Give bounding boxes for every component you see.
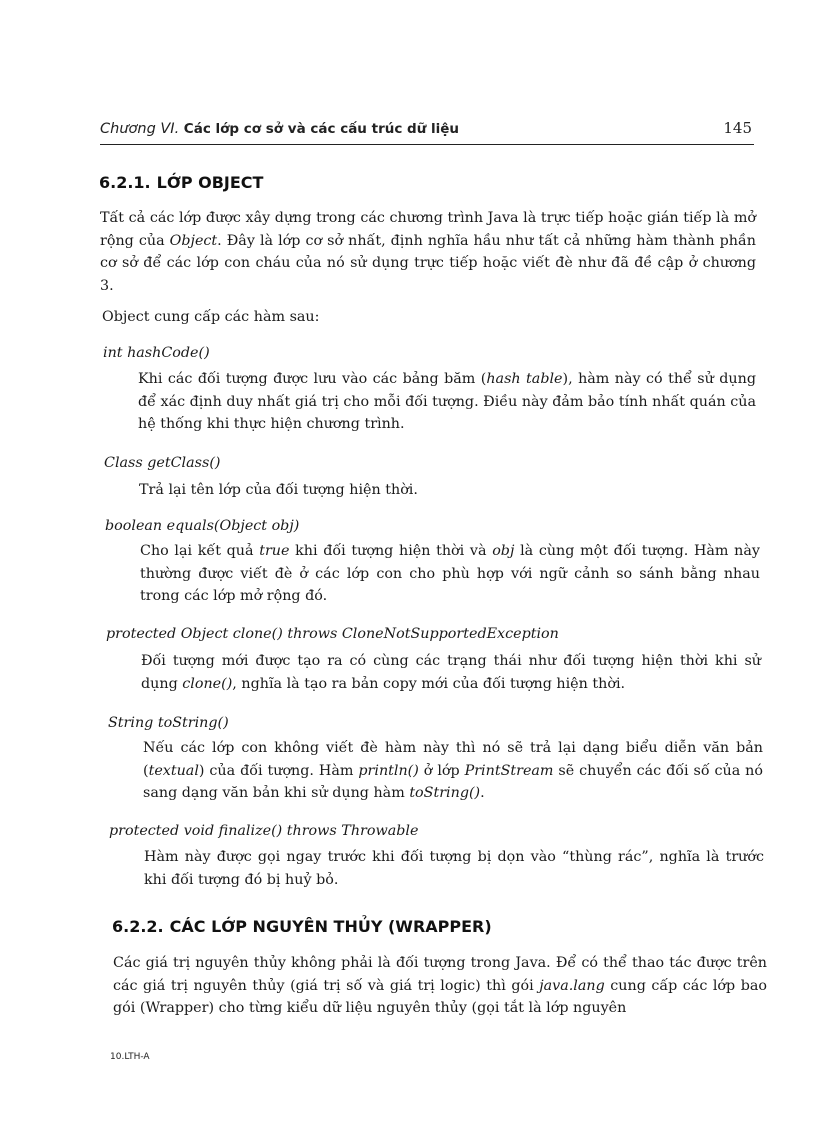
- method-signature-getclass: Class getClass(): [104, 455, 221, 471]
- term-object: Object: [169, 232, 218, 249]
- intro-paragraph: Tất cả các lớp được xây dựng trong các chương trình Java là trực tiếp hoặc gián tiếp là mở rộng của Object. Đây là lớp cơ sở nhất, định nghĩa hầu như tất cả những hàm thành phần cơ sở để các lớp con cháu của nó sử dụng trực tiếp hoặc viết đè như đã đề cập ở chương 3.: [100, 210, 756, 294]
- footer-code: 10.LTH-A: [110, 1052, 150, 1062]
- method-desc-clone: Đối tượng mới được tạo ra có cùng các trạng thái như đối tượng hiện thời khi sử dụng clone(), nghĩa là tạo ra bản copy mới của đối tượng hiện thời.: [141, 653, 761, 692]
- wrapper-paragraph: Các giá trị nguyên thủy không phải là đối tượng trong Java. Để có thể thao tác được trên các giá trị nguyên thủy (giá trị số và giá trị logic) thì gói java.lang cung cấp các lớp bao gói (Wrapper) cho từng kiểu dữ liệu nguyên thủy (gọi tắt là lớp nguyên: [113, 955, 767, 1016]
- method-signature-hashcode: int hashCode(): [103, 345, 210, 361]
- section-heading-object: [99, 173, 263, 192]
- page-number: 145: [723, 119, 752, 137]
- chapter-heading: [100, 121, 459, 137]
- method-signature-finalize: protected void finalize() throws Throwable: [109, 823, 419, 839]
- method-signature-tostring: String toString(): [108, 715, 229, 731]
- chapter-title: Các lớp cơ sở và các cấu trúc dữ liệu: [183, 121, 460, 137]
- method-desc-hashcode: Khi các đối tượng được lưu vào các bảng băm (hash table), hàm này có thể sử dụng để xác định duy nhất giá trị cho mỗi đối tượng. Điều này đảm bảo tính nhất quán của hệ thống khi thực hiện chương trình.: [138, 371, 756, 432]
- section-number: 6.2.1.: [99, 173, 151, 192]
- section-number: 6.2.2.: [112, 917, 164, 936]
- method-desc-tostring: Nếu các lớp con không viết đè hàm này thì nó sẽ trả lại dạng biểu diễn văn bản (textual) của đối tượng. Hàm println() ở lớp PrintStream sẽ chuyển các đối số của nó sang dạng văn bản khi sử dụng hàm toString().: [143, 740, 763, 801]
- method-desc-equals: Cho lại kết quả true khi đối tượng hiện thời và obj là cùng một đối tượng. Hàm này thường được viết đè ở các lớp con cho phù hợp với ngữ cảnh so sánh bằng nhau trong các lớp mở rộng đó.: [140, 543, 760, 604]
- running-header: [100, 118, 754, 145]
- methods-intro: Object cung cấp các hàm sau:: [102, 309, 320, 325]
- section-heading-wrapper: [112, 917, 492, 936]
- method-signature-equals: boolean equals(Object obj): [105, 518, 300, 534]
- method-signature-clone: protected Object clone() throws CloneNotSupportedException: [106, 626, 559, 642]
- method-desc-finalize: Hàm này được gọi ngay trước khi đối tượng bị dọn vào “thùng rác”, nghĩa là trước khi đối tượng đó bị huỷ bỏ.: [144, 849, 764, 888]
- term-java-lang: java.lang: [539, 977, 605, 994]
- chapter-label: Chương VI.: [100, 121, 180, 137]
- method-desc-getclass: Trả lại tên lớp của đối tượng hiện thời.: [139, 482, 418, 498]
- section-title: LỚP OBJECT: [156, 173, 264, 192]
- section-title: CÁC LỚP NGUYÊN THỦY (WRAPPER): [169, 917, 492, 936]
